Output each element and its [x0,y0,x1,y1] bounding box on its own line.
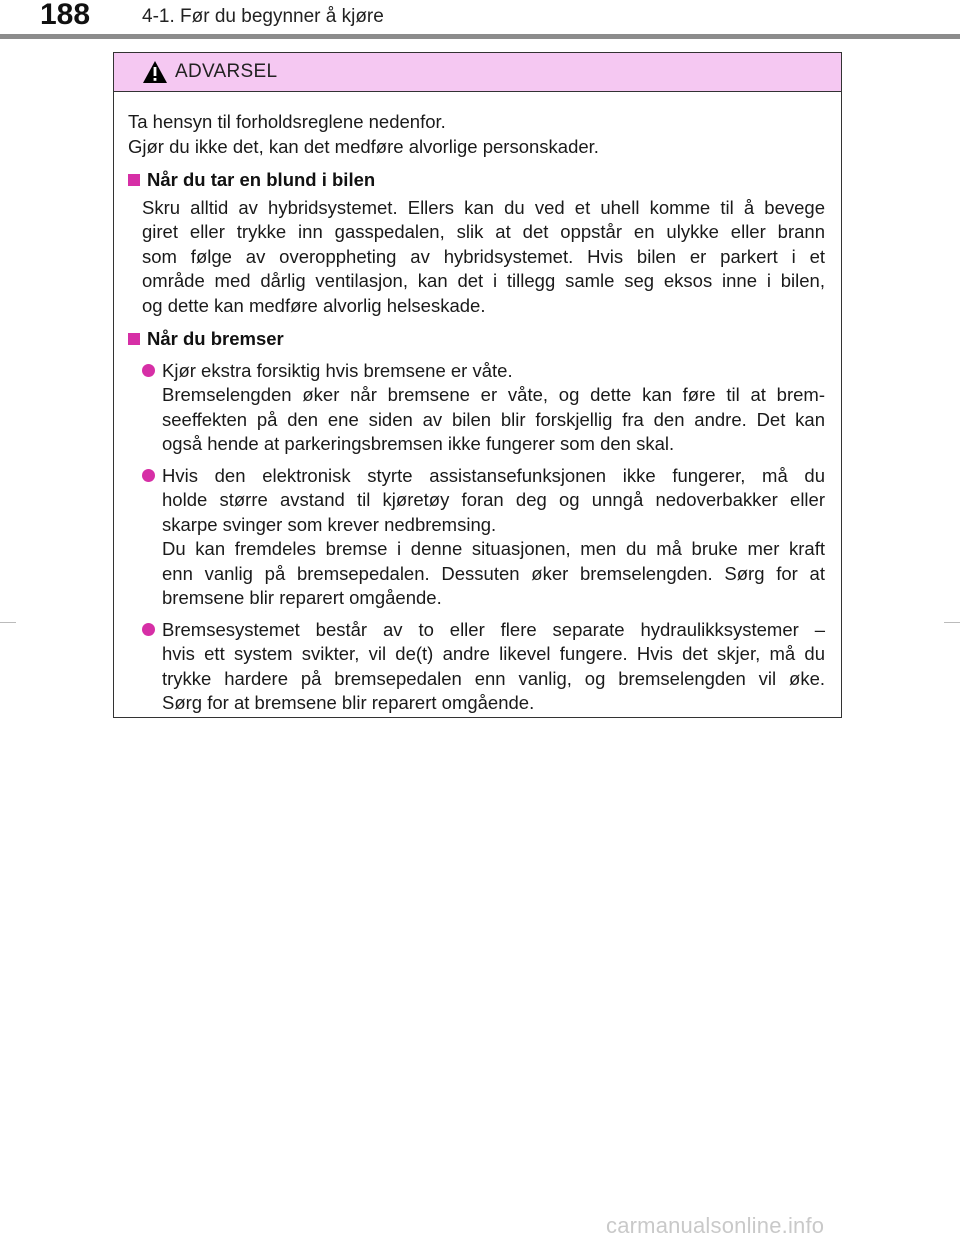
bullet-text [162,464,825,611]
bullet-item [142,464,825,611]
crop-mark-left [0,622,16,623]
text-line: Sørg for at bremsene blir reparert omgående. [162,692,535,713]
bullet-item [142,618,825,716]
circle-bullet-icon [142,623,155,636]
text-line: også hende at parkeringsbremsen ikke fungerer som den skal. [162,433,675,454]
text-line: som følge av overoppheting av hybridsystemet. Hvis bilen er parkert i et [142,245,825,267]
text-line: Du kan fremdeles bremse i denne situasjonen, men du må bruke mer kraft [162,538,825,559]
text-line: trykke hardere på bremsepedalen enn vanlig, og bremselengden vil øke. [162,667,825,689]
text-line: område med dårlig ventilasjon, kan det i tillegg samle seg eksos inne i bilen, [142,270,825,291]
text-line: skarpe svinger som krever nedbremsing. [162,513,497,535]
square-bullet-icon [128,333,140,345]
bullet-text [162,359,825,457]
warning-header [114,53,841,92]
text-line: og dette kan medføre alvorlig helseskade. [142,294,486,316]
circle-bullet-icon [142,469,155,482]
bullet-text [162,618,825,716]
text-line: Bremsesystemet består av to eller flere separate hydraulikksystemer – [162,618,825,640]
text-line: seeffekten på den ene siden av bilen blir forskjellig fra den andre. Det kan [162,408,825,430]
section-text-nap [142,196,825,319]
text-line: enn vanlig på bremsepedalen. Dessuten øker bremselengden. Sørg for at [162,562,825,584]
page-number: 188 [40,0,91,31]
section-heading-text: Når du bremser [147,328,284,349]
text-line: hvis ett system svikter, vil de(t) andre likevel fungere. Hvis det skjer, må du [162,643,825,664]
section-heading-nap [128,168,825,193]
warning-body [114,92,841,716]
crop-mark-right [944,622,960,623]
text-line: Bremselengden øker når bremsene er våte, og dette kan føre til at brem- [162,384,825,405]
watermark: carmanualsonline.info [606,1213,825,1238]
text-line: holde større avstand til kjøretøy foran deg og unngå nedoverbakker eller [162,489,825,510]
warning-triangle-icon [142,60,168,84]
square-bullet-icon [128,174,140,186]
header-rule [0,34,960,39]
intro-line: Gjør du ikke det, kan det medføre alvorlige personskader. [128,135,599,157]
text-line: Hvis den elektronisk styrte assistansefunksjonen ikke fungerer, må du [162,464,825,486]
section-heading-text: Når du tar en blund i bilen [147,169,376,190]
warning-label: ADVARSEL [175,61,278,82]
intro-line: Ta hensyn til forholdsreglene nedenfor. [128,111,446,132]
section-heading-braking [128,327,825,352]
text-line: Skru alltid av hybridsystemet. Ellers kan du ved et uhell komme til å bevege [142,196,825,218]
section-title: 4-1. Før du begynner å kjøre [142,6,384,27]
bullet-item [142,359,825,457]
text-line: giret eller trykke inn gasspedalen, slik at det oppstår en ulykke eller brann [142,221,825,242]
text-line: bremsene blir reparert omgående. [162,587,442,608]
warning-box [113,52,842,718]
text-line: Kjør ekstra forsiktig hvis bremsene er våte. [162,359,513,381]
circle-bullet-icon [142,364,155,377]
intro-text [128,110,825,159]
